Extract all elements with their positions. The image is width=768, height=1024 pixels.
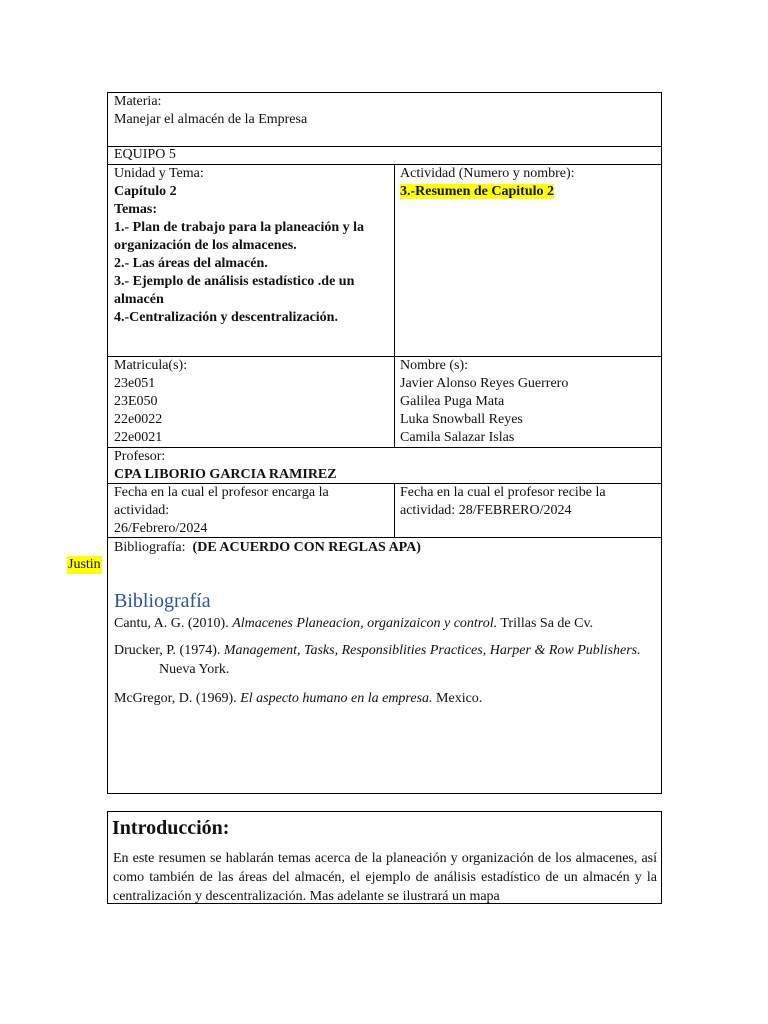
- materia-cell: [114, 93, 654, 129]
- matricula-item: 23e051: [114, 376, 156, 391]
- unidad-cell: [114, 165, 392, 327]
- materia-value: Manejar el almacén de la Empresa: [114, 112, 308, 127]
- fecha-encarga-line: actividad:: [114, 503, 170, 518]
- table-border-left: [107, 92, 108, 794]
- reference-publisher: Trillas Sa de Cv.: [497, 616, 594, 631]
- equipo-cell: [114, 146, 654, 164]
- reference-entry: [114, 689, 654, 708]
- bibliografia-label: Bibliografía:: [114, 540, 186, 555]
- matriculas-label: Matricula(s):: [114, 358, 188, 373]
- profesor-cell: [114, 448, 654, 484]
- tema-line: 4.-Centralización y descentralización.: [114, 310, 338, 325]
- reference-author: McGregor, D. (1969).: [114, 691, 241, 706]
- reference-title: El aspecto humano en la empresa.: [240, 691, 433, 706]
- actividad-cell: [400, 165, 658, 201]
- tema-line: 1.- Plan de trabajo para la planeación y la: [114, 220, 365, 235]
- nombre-item: Javier Alonso Reyes Guerrero: [400, 376, 569, 391]
- reference-publisher: Mexico.: [432, 691, 483, 706]
- column-divider: [394, 483, 395, 537]
- bibliografia-note: (DE ACUERDO CON REGLAS APA): [192, 540, 421, 555]
- reference-title: Management, Tasks, Responsiblities Practices, Harper & Row Publishers.: [223, 643, 641, 658]
- reference-title: Almacenes Planeacion, organizaicon y control.: [232, 616, 498, 631]
- fecha-encarga-line: Fecha en la cual el profesor encarga la: [114, 485, 329, 500]
- bibliografia-heading: Bibliografía: [114, 590, 211, 612]
- reference-author: Drucker, P. (1974).: [114, 643, 224, 658]
- fecha-encarga-date: 26/Febrero/2024: [114, 521, 208, 536]
- introduccion-title: Introducción:: [112, 817, 230, 839]
- reference-entry: [114, 614, 654, 633]
- actividad-label: Actividad (Numero y nombre):: [400, 166, 575, 181]
- unidad-label: Unidad y Tema:: [114, 166, 204, 181]
- fecha-recibe-line: actividad: 28/FEBRERO/2024: [400, 503, 572, 518]
- reference-continuation: Nueva York.: [159, 662, 230, 677]
- materia-label: Materia:: [114, 94, 162, 109]
- introduccion-box: [107, 811, 662, 904]
- equipo-value: EQUIPO 5: [114, 147, 176, 162]
- nombre-item: Galilea Puga Mata: [400, 394, 505, 409]
- matricula-item: 23E050: [114, 394, 158, 409]
- comment-tag[interactable]: Justin: [68, 557, 101, 572]
- tema-line: organización de los almacenes.: [114, 238, 297, 253]
- matricula-item: 22e0022: [114, 412, 163, 427]
- tema-line: 3.- Ejemplo de análisis estadístico .de un: [114, 274, 355, 289]
- nombre-item: Camila Salazar Islas: [400, 430, 515, 445]
- nombres-label: Nombre (s):: [400, 358, 469, 373]
- capitulo-title: Capítulo 2: [114, 184, 177, 199]
- temas-label: Temas:: [114, 202, 158, 217]
- nombres-cell: [400, 357, 658, 447]
- matriculas-cell: [114, 357, 392, 447]
- introduccion-text: En este resumen se hablarán temas acerca de la planeación y organización de los almacenes, así como también de las áreas del almacén, el ejemplo de análisis estadístico de un almacén y la centralización y descentralización. Mas adelante se ilustrará un mapa: [113, 851, 657, 904]
- tema-line: 2.- Las áreas del almacén.: [114, 256, 268, 271]
- actividad-value: 3.-Resumen de Capitulo 2: [400, 184, 555, 199]
- fecha-encarga-cell: [114, 484, 392, 538]
- profesor-value: CPA LIBORIO GARCIA RAMIREZ: [114, 467, 337, 482]
- table-border-bottom: [107, 793, 662, 794]
- tema-line: almacén: [114, 292, 164, 307]
- reference-author: Cantu, A. G. (2010).: [114, 616, 233, 631]
- fecha-recibe-line: Fecha en la cual el profesor recibe la: [400, 485, 606, 500]
- matricula-item: 22e0021: [114, 430, 163, 445]
- column-divider: [394, 164, 395, 447]
- fecha-recibe-cell: [400, 484, 658, 520]
- nombre-item: Luka Snowball Reyes: [400, 412, 523, 427]
- table-border-right: [661, 92, 662, 794]
- profesor-label: Profesor:: [114, 449, 166, 464]
- reference-entry: [114, 641, 654, 679]
- bibliografia-cell: [114, 539, 654, 557]
